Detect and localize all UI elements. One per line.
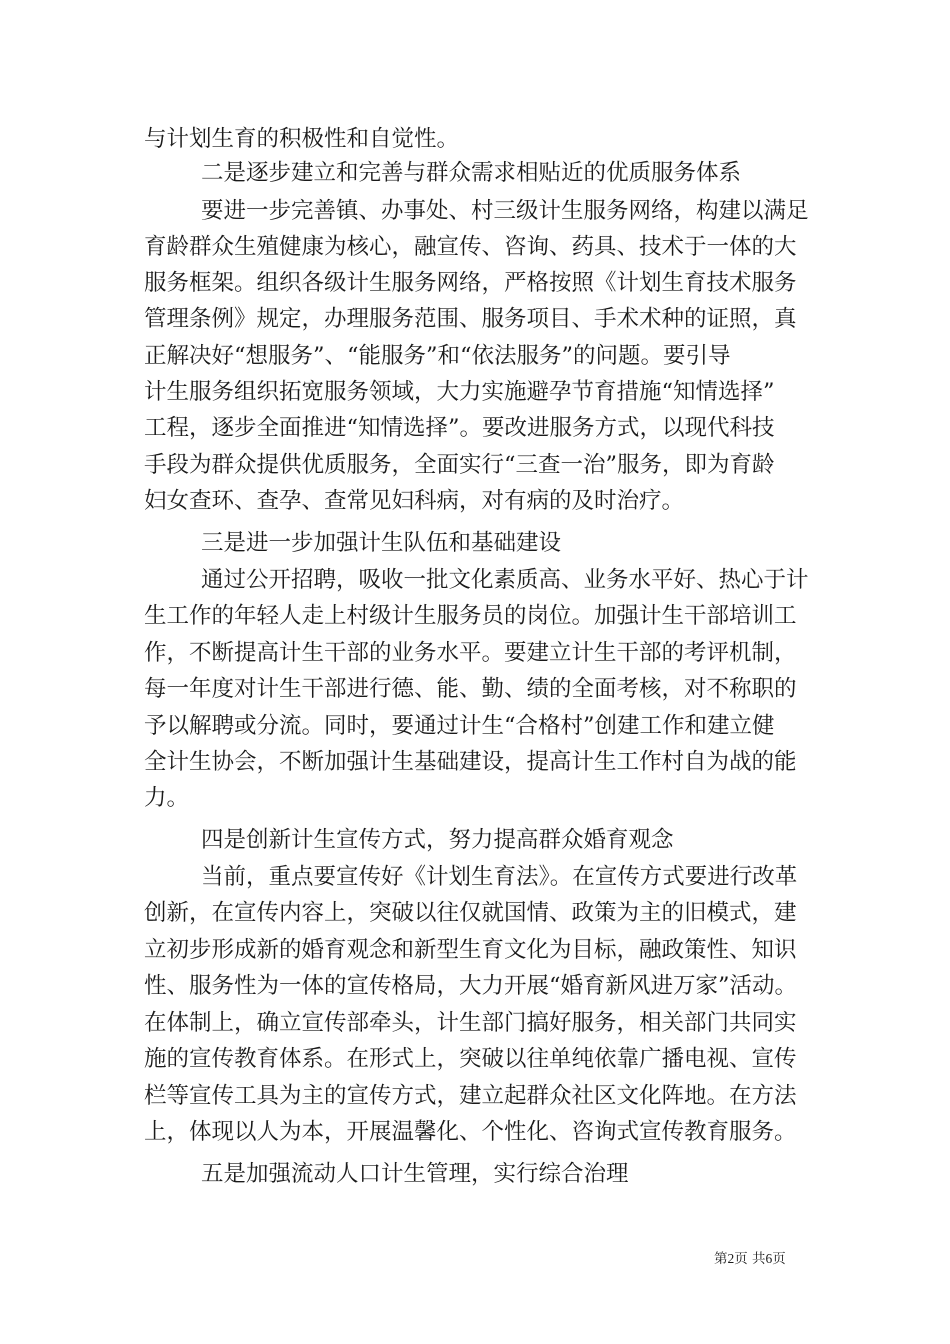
paragraph-line: 妇女查环、查孕、查常见妇科病，对有病的及时治疗。 — [144, 488, 685, 514]
paragraph-line: 全计生协会，不断加强计生基础建设，提高计生工作村自为战的能 — [144, 749, 797, 775]
paragraph-line: 计生服务组织拓宽服务领域，大力实施避孕节育措施“知情选择” — [144, 379, 775, 405]
paragraph-line: 作，不断提高计生干部的业务水平。要建立计生干部的考评机制， — [144, 640, 797, 666]
paragraph-line: 手段为群众提供优质服务，全面实行“三查一治”服务，即为育龄 — [144, 452, 775, 478]
total-pages-number: 6 — [765, 1251, 773, 1266]
paragraph-line: 育龄群众生殖健康为核心，融宣传、咨询、药具、技术于一体的大 — [144, 234, 797, 260]
paragraph-line: 正解决好“想服务”、“能服务”和“依法服务”的问题。要引导 — [144, 343, 731, 369]
section-heading: 二是逐步建立和完善与群众需求相贴近的优质服务体系 — [201, 160, 742, 186]
current-page-number: 2 — [727, 1251, 735, 1266]
paragraph-line: 管理条例》规定，办理服务范围、服务项目、手术术种的证照，真 — [144, 306, 797, 332]
paragraph-line: 性、服务性为一体的宣传格局，大力开展“婚育新风进万家”活动。 — [144, 973, 798, 999]
footer-middle: 页 共 — [734, 1251, 766, 1267]
section-heading: 五是加强流动人口计生管理，实行综合治理 — [201, 1161, 629, 1187]
paragraph-line: 在体制上，确立宣传部牵头，计生部门搞好服务，相关部门共同实 — [144, 1010, 797, 1036]
paragraph-line: 当前，重点要宣传好《计划生育法》。在宣传方式要进行改革 — [201, 864, 798, 890]
paragraph-line: 工程，逐步全面推进“知情选择”。要改进服务方式，以现代科技 — [144, 415, 775, 441]
paragraph-line: 力。 — [144, 785, 190, 811]
paragraph-line: 生工作的年轻人走上村级计生服务员的岗位。加强计生干部培训工 — [144, 603, 797, 629]
paragraph-line: 服务框架。组织各级计生服务网络，严格按照《计划生育技术服务 — [144, 270, 797, 296]
paragraph-line: 予以解聘或分流。同时，要通过计生“合格村”创建工作和建立健 — [144, 713, 775, 739]
page-footer — [714, 1250, 786, 1268]
paragraph-line: 立初步形成新的婚育观念和新型生育文化为目标，融政策性、知识 — [144, 937, 797, 963]
paragraph-line: 每一年度对计生干部进行德、能、勤、绩的全面考核，对不称职的 — [144, 676, 797, 702]
paragraph-line: 施的宣传教育体系。在形式上，突破以往单纯依靠广播电视、宣传 — [144, 1046, 797, 1072]
section-heading: 三是进一步加强计生队伍和基础建设 — [201, 530, 562, 556]
footer-suffix: 页 — [772, 1251, 786, 1267]
paragraph-line: 栏等宣传工具为主的宣传方式，建立起群众社区文化阵地。在方法 — [144, 1083, 797, 1109]
paragraph-line: 通过公开招聘，吸收一批文化素质高、业务水平好、热心于计 — [201, 567, 809, 593]
paragraph-line: 创新，在宣传内容上，突破以往仅就国情、政策为主的旧模式，建 — [144, 900, 797, 926]
paragraph-line: 上，体现以人为本，开展温馨化、个性化、咨询式宣传教育服务。 — [144, 1119, 797, 1145]
footer-prefix: 第 — [714, 1251, 728, 1267]
section-heading: 四是创新计生宣传方式，努力提高群众婚育观念 — [201, 827, 674, 853]
paragraph-line: 要进一步完善镇、办事处、村三级计生服务网络，构建以满足 — [201, 198, 809, 224]
paragraph-line: 与计划生育的积极性和自觉性。 — [144, 126, 460, 152]
